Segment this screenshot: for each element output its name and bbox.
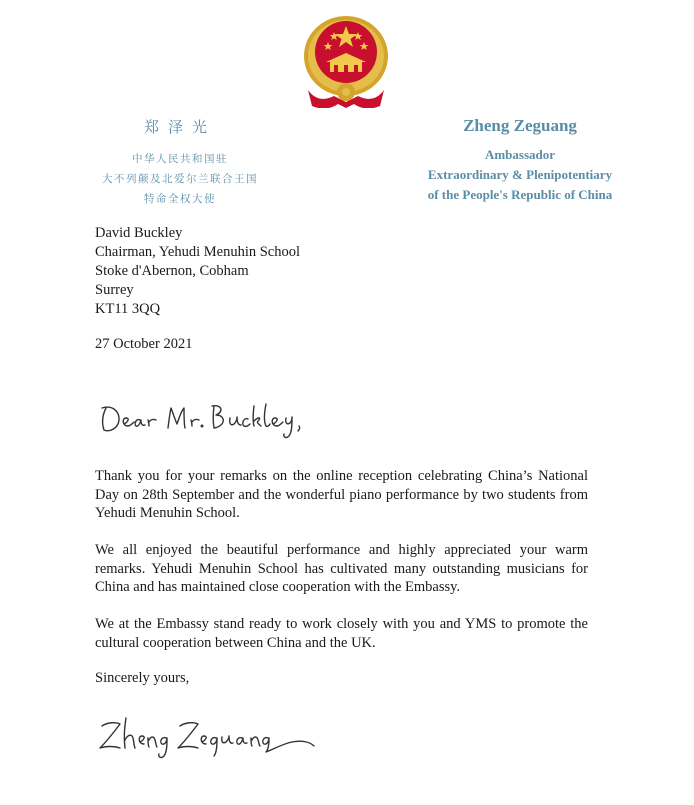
ambassador-name-chinese: 郑泽光: [143, 118, 216, 136]
recipient-address: [95, 224, 300, 319]
body-paragraph: We all enjoyed the beautiful performance and highly appreciated your warm remarks. Yehudi Menuhin School has cultivated many outstanding musicians for China and has maintained close cooperation with the Embassy.: [95, 542, 588, 595]
address-line: Chairman, Yehudi Menuhin School: [95, 244, 301, 260]
handwritten-salutation: [96, 396, 316, 442]
handwritten-signature: [96, 712, 326, 762]
title-line: Extraordinary & Plenipotentiary: [427, 167, 613, 182]
address-line: KT11 3QQ: [95, 301, 161, 317]
national-emblem-icon: [296, 12, 396, 108]
body-paragraph: Thank you for your remarks on the online reception celebrating China’s National Day on 28th September and the wonderful piano performance by two students from Yehudi Menuhin School.: [95, 468, 588, 521]
letterhead-english: [400, 116, 640, 205]
title-line-chinese: 大不列颠及北爱尔兰联合王国: [102, 173, 258, 185]
closing-text: Sincerely yours,: [95, 670, 190, 686]
address-line: Stoke d'Abernon, Cobham: [95, 263, 249, 279]
letterhead-chinese: [60, 116, 300, 209]
ambassador-name: Zheng Zeguang: [463, 116, 577, 135]
title-line: Ambassador: [484, 147, 556, 162]
address-line: David Buckley: [95, 225, 183, 241]
body-paragraph: We at the Embassy stand ready to work closely with you and YMS to promote the cultural cooperation between China and the UK.: [95, 616, 588, 651]
title-line: of the People's Republic of China: [427, 187, 613, 202]
title-line-chinese: 特命全权大使: [144, 193, 216, 205]
title-line-chinese: 中华人民共和国驻: [132, 153, 228, 165]
letter-date: 27 October 2021: [95, 336, 193, 352]
address-line: Surrey: [95, 282, 134, 298]
